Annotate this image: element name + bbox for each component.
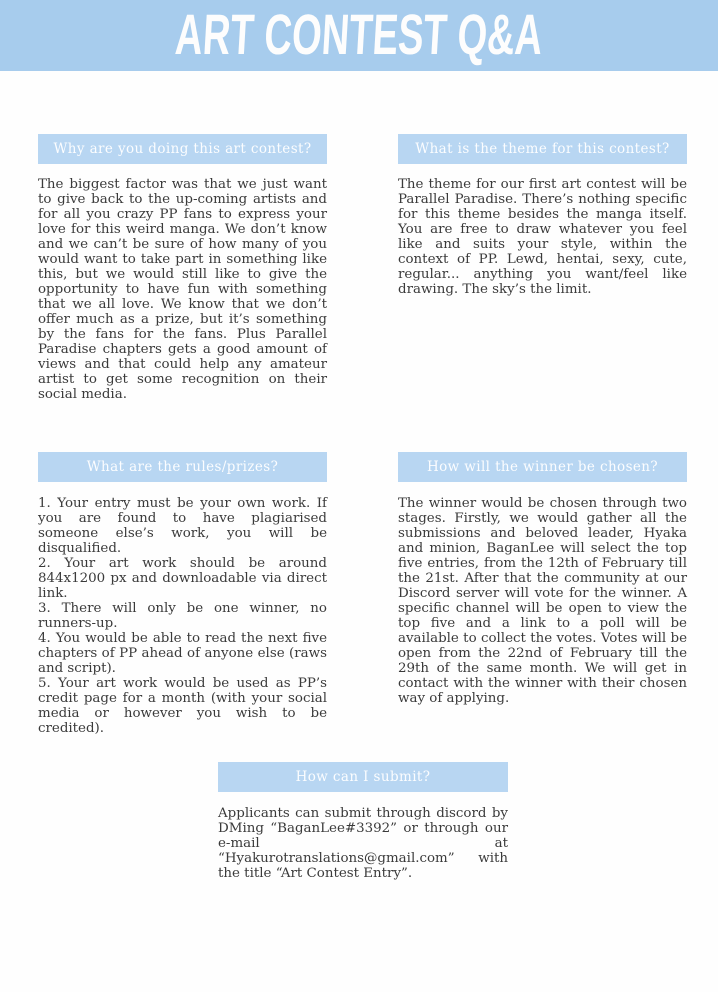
answer-submit: Applicants can submit through discord by DMing “BaganLee#3392” or through our e-mail at “Hyakurotranslations@gmail.com” with the title “Art Contest Entry”. bbox=[218, 806, 508, 881]
rule-item-1: 1. Your entry must be your own work. If you are found to have plagiarised someone else’s work, you will be disqualified. bbox=[38, 496, 327, 556]
question-heading-rules: What are the rules/prizes? bbox=[38, 452, 327, 482]
rule-item-4: 4. You would be able to read the next five chapters of PP ahead of anyone else (raws and script). bbox=[38, 631, 327, 676]
question-heading-winner: How will the winner be chosen? bbox=[398, 452, 687, 482]
answer-rules bbox=[38, 496, 327, 736]
rule-item-5: 5. Your art work would be used as PP’s credit page for a month (with your social media or however you wish to be credited). bbox=[38, 676, 327, 736]
answer-theme: The theme for our first art contest will be Parallel Paradise. There’s nothing specific for this theme besides the manga itself. You are free to draw whatever you feel like and suits your style, within the context of PP. Lewd, hentai, sexy, cute, regular... anything you want/feel like drawing. The sky’s the limit. bbox=[398, 177, 687, 297]
rule-item-2: 2. Your art work should be around 844x1200 px and downloadable via direct link. bbox=[38, 556, 327, 601]
answer-winner: The winner would be chosen through two stages. Firstly, we would gather all the submissions and beloved leader, Hyaka and minion, BaganLee will select the top five entries, from the 12th of February till the 21st. After that the community at our Discord server will vote for the winner. A specific channel will be open to view the top five and a link to a poll will be available to collect the votes. Votes will be open from the 22nd of February till the 29th of the same month. We will get in contact with the winner with their chosen way of applying. bbox=[398, 496, 687, 706]
rule-item-3: 3. There will only be one winner, no runners-up. bbox=[38, 601, 327, 631]
question-heading-why: Why are you doing this art contest? bbox=[38, 134, 327, 164]
answer-why: The biggest factor was that we just want to give back to the up-coming artists and for all you crazy PP fans to express your love for this weird manga. We don’t know and we can’t be sure of how many of you would want to take part in something like this, but we would still like to give the opportunity to have fun with something that we all love. We know that we don’t offer much as a prize, but it’s something by the fans for the fans. Plus Parallel Paradise chapters gets a good amount of views and that could help any amateur artist to get some recognition on their social media. bbox=[38, 177, 327, 402]
question-heading-submit: How can I submit? bbox=[218, 762, 508, 792]
page-banner bbox=[0, 0, 718, 71]
page-title: ART CONTEST Q&A bbox=[173, 3, 545, 67]
question-heading-theme: What is the theme for this contest? bbox=[398, 134, 687, 164]
